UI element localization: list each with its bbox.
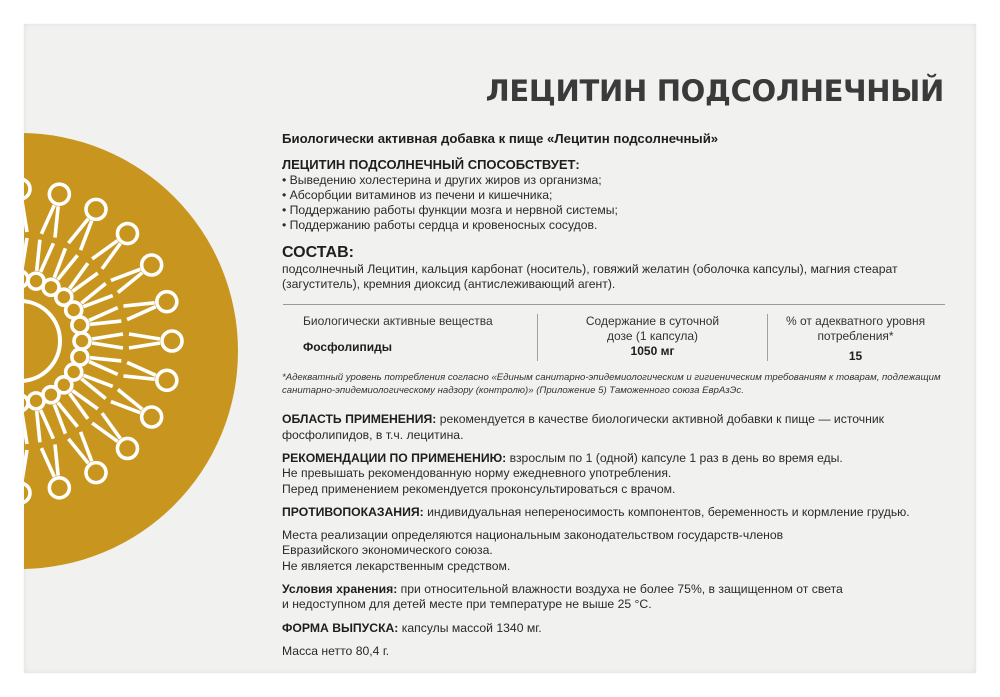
contraindications-label: ПРОТИВОПОКАЗАНИЯ:: [282, 504, 424, 519]
recommendations-line3: Перед применением рекомендуется проконсультироваться с врачом.: [282, 481, 676, 496]
recommendations-section: [282, 451, 962, 497]
bav-header-percent: % от адекватного уровня потребления*: [785, 314, 926, 344]
phospholipid-circle-icon: [24, 24, 300, 673]
contraindications-text: индивидуальная непереносимость компонентов, беременность и кормление грудью.: [427, 504, 910, 519]
bav-cell-amount: 1050 мг: [630, 344, 675, 359]
application-section: [282, 412, 962, 443]
product-title: ЛЕЦИТИН ПОДСОЛНЕЧНЫЙ: [485, 74, 944, 108]
product-subtitle: Биологически активная добавка к пище «Лецитин подсолнечный»: [282, 131, 719, 146]
application-label: ОБЛАСТЬ ПРИМЕНЕНИЯ:: [282, 412, 437, 427]
sales-info-section: [282, 528, 962, 574]
recommendations-label: РЕКОМЕНДАЦИИ ПО ПРИМЕНЕНИЮ:: [282, 450, 507, 465]
benefit-item: • Поддержанию работы сердца и кровеносных сосудов.: [282, 218, 962, 233]
benefit-item: • Выведению холестерина и других жиров из организма;: [282, 173, 962, 188]
benefits-heading: ЛЕЦИТИН ПОДСОЛНЕЧНЫЙ СПОСОБСТВУЕТ:: [282, 157, 580, 173]
composition-text: подсолнечный Лецитин, кальция карбонат (носитель), говяжий желатин (оболочка капсулы), магния стеарат (загуститель), кремния диоксид (антислеживающий агент).: [282, 261, 898, 292]
benefit-item: • Абсорбции витаминов из печени и кишечника;: [282, 188, 962, 203]
application-text: рекомендуется в качестве биологически активной добавки к пище — источник фосфолипидов, в т.ч. лецитина.: [282, 412, 884, 442]
sales-info-line1: Места реализации определяются национальным законодательством государств-членов: [282, 528, 784, 543]
storage-line2: и недоступном для детей месте при температуре не выше 25 °C.: [282, 597, 652, 612]
label-card: [24, 24, 976, 673]
recommendations-text: взрослым по 1 (одной) капсуле 1 раз в день во время еды.: [509, 450, 843, 465]
bav-column-amount: [537, 314, 767, 361]
bav-column-percent: [767, 314, 943, 364]
bav-header-amount: Содержание в суточной дозе (1 капсула): [585, 314, 720, 344]
storage-section: [282, 582, 962, 613]
recommendations-line2: Не превышать рекомендованную норму ежедневного употребления.: [282, 466, 672, 481]
storage-text: при относительной влажности воздуха не более 75%, в защищенном от света: [400, 582, 843, 597]
net-weight: Масса нетто 80,4 г.: [282, 643, 390, 658]
composition-heading: СОСТАВ:: [282, 243, 354, 261]
bav-column-substance: [283, 314, 537, 361]
release-form-text: капсулы массой 1340 мг.: [401, 620, 542, 635]
contraindications-section: [282, 505, 962, 520]
bav-header-substance: Биологически активные вещества: [303, 314, 493, 329]
benefits-list: [282, 173, 962, 234]
sales-info-line2: Евразийского экономического союза.: [282, 543, 493, 558]
label-content: [282, 131, 962, 667]
storage-label: Условия хранения:: [282, 582, 398, 597]
bav-table: [283, 304, 945, 364]
release-form-section: [282, 621, 962, 636]
sales-info-line3: Не является лекарственным средством.: [282, 558, 511, 573]
benefit-item: • Поддержанию работы функции мозга и нервной системы;: [282, 203, 962, 218]
bav-cell-substance: Фосфолипиды: [303, 340, 392, 355]
footnote: *Адекватный уровень потребления согласно «Единым санитарно-эпидемиологическим и гигиеническим требованиям к товарам, подлежащим санитарно-эпидемиологическому надзору (контролю)» (Приложение 5) Таможенного союза ЕврАзЭс.: [282, 372, 941, 396]
release-form-label: ФОРМА ВЫПУСКА:: [282, 620, 399, 635]
bav-cell-percent: 15: [848, 349, 863, 364]
